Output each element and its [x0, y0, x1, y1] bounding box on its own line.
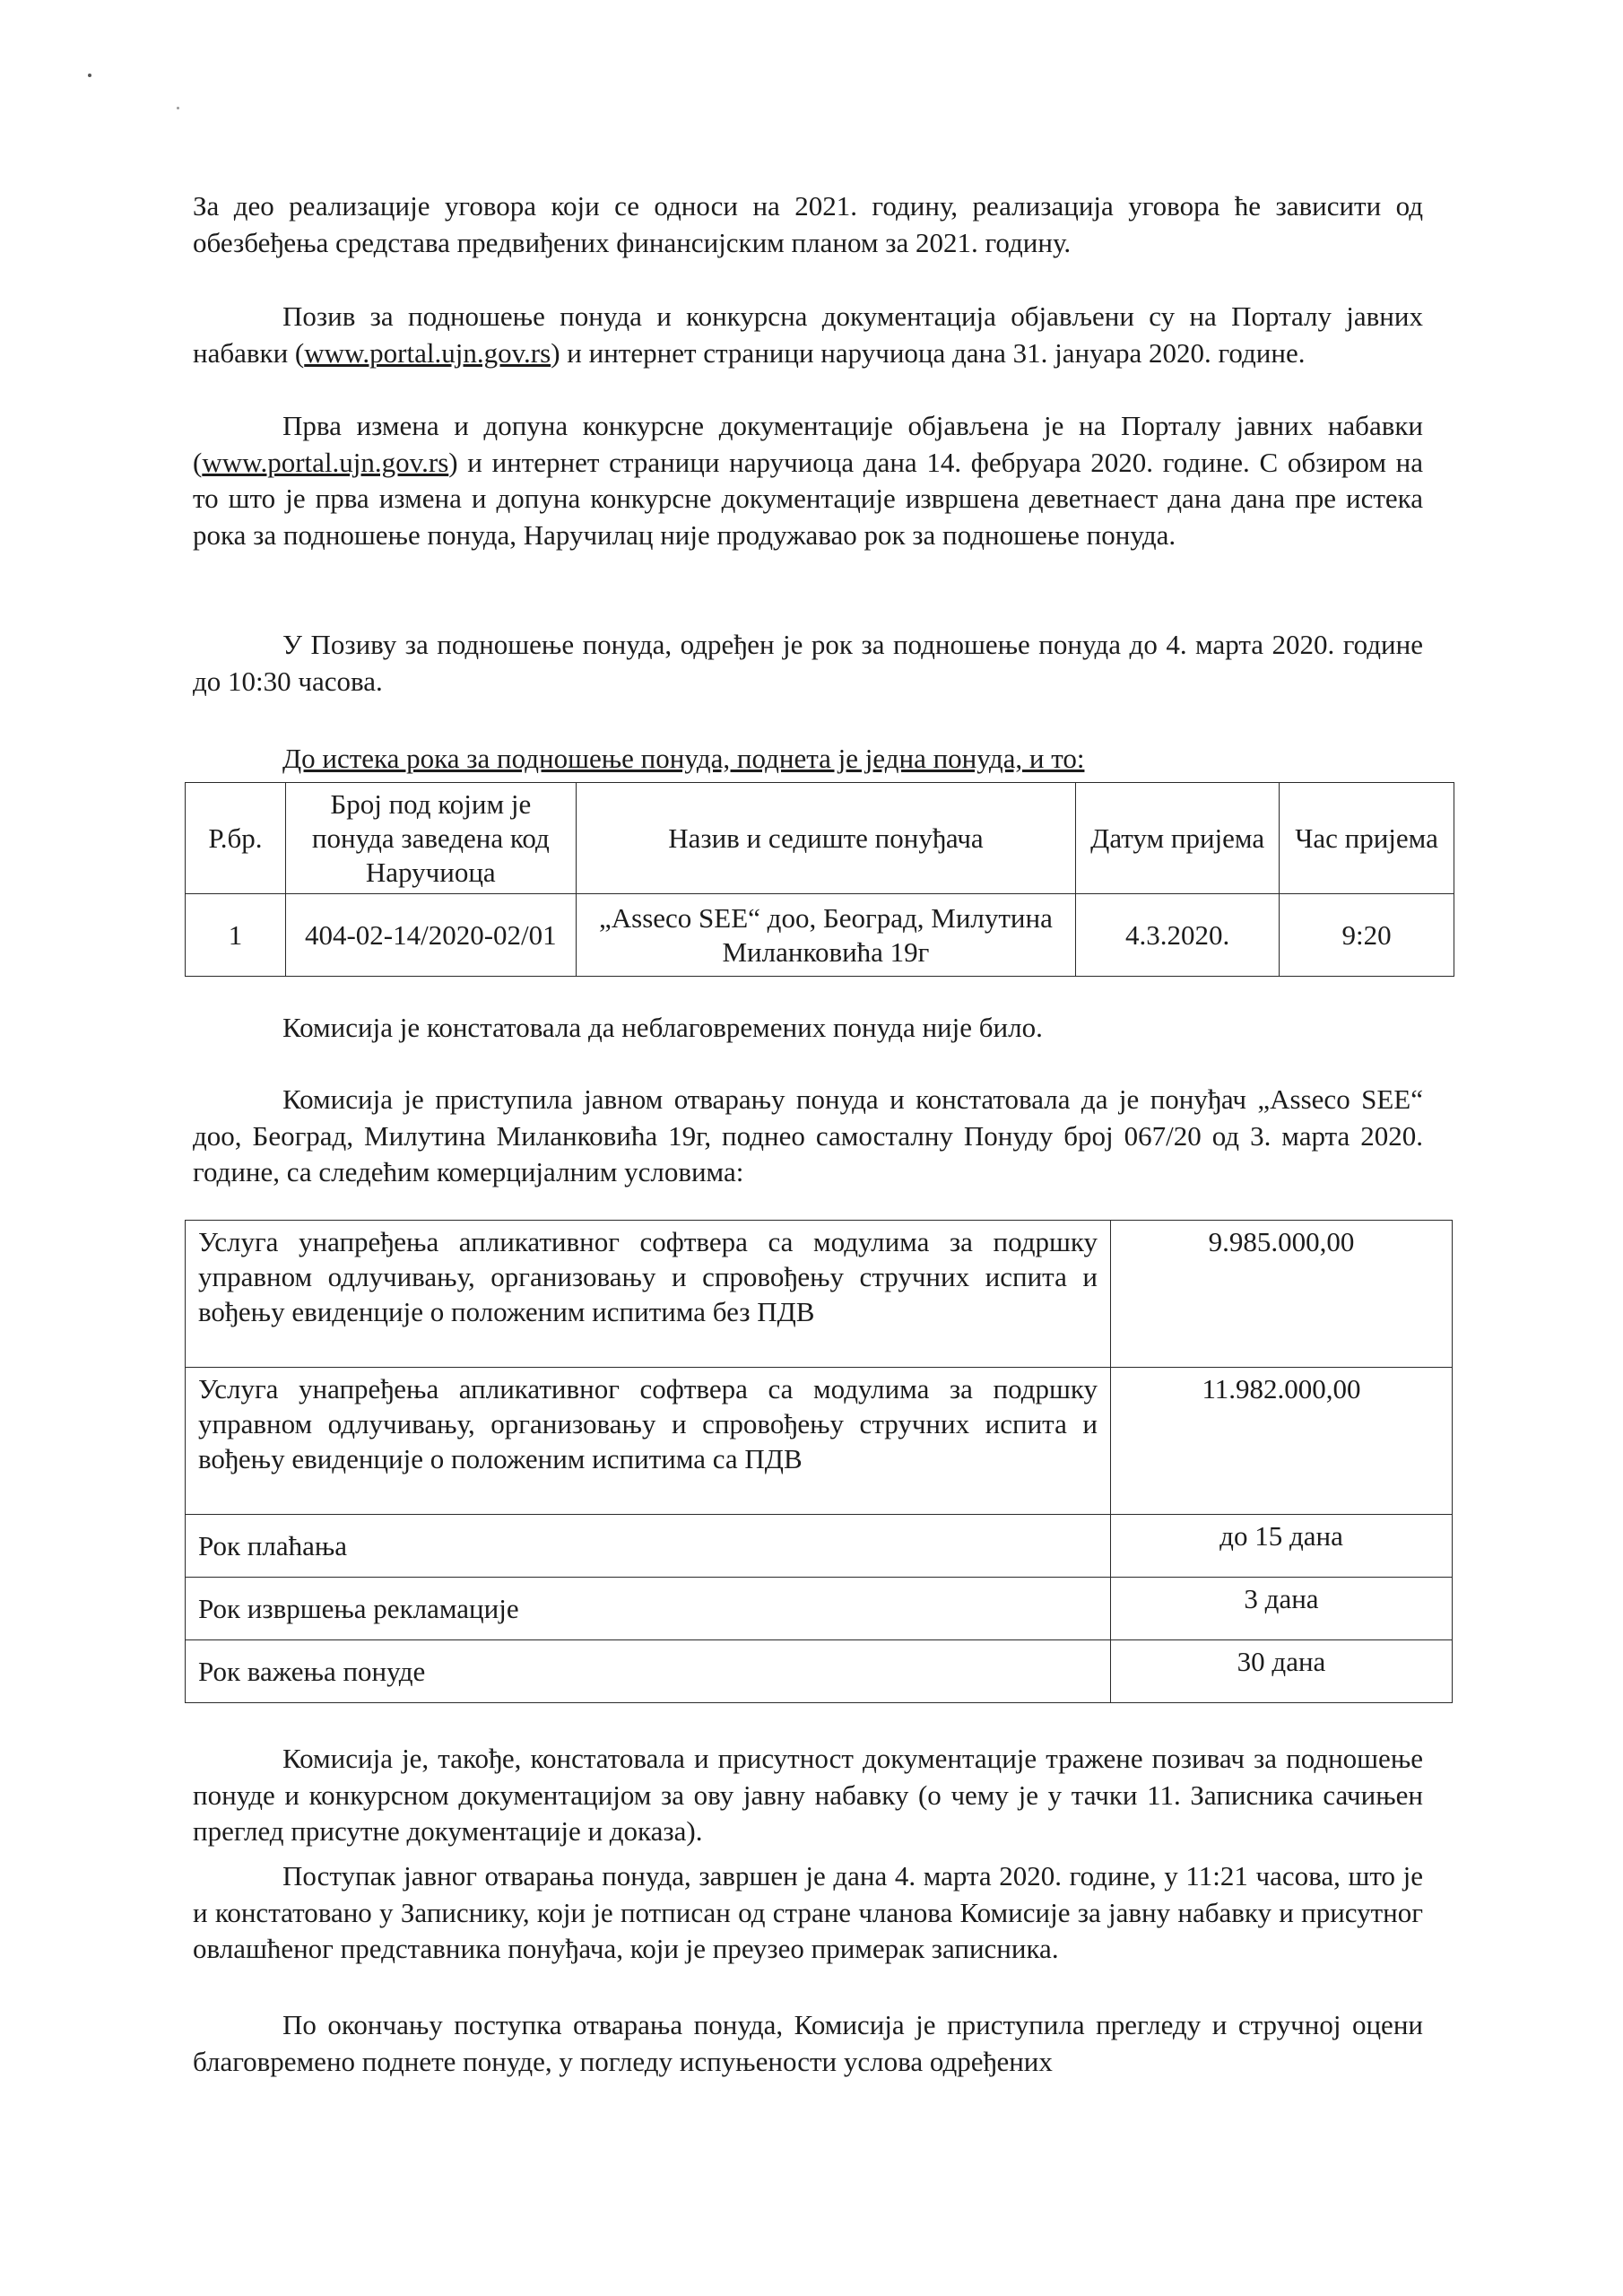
- paragraph-text: Позив за подношење понуда и конкурсна документација објављени су на Порталу јавних набавки (: [193, 300, 1423, 369]
- paragraph-opening: [193, 1082, 1423, 1191]
- paragraph-text: По окончању поступка отварања понуда, Комисија је приступила прегледу и стручној оцени благовремено поднете понуде, у погледу испуњености услова одређених: [193, 2009, 1423, 2077]
- scan-speck: [177, 107, 179, 109]
- term-label: Рок важења понуде: [186, 1640, 1111, 1703]
- portal-link[interactable]: www.portal.ujn.gov.rs: [304, 336, 551, 369]
- offers-table-header: [186, 783, 1454, 894]
- header-cell: Датум пријема: [1076, 783, 1280, 894]
- paragraph-amendment: [193, 408, 1423, 553]
- paragraph-text: За део реализације уговора који се односи на 2021. годину, реализација уговора ће зависити од обезбеђења средстава предвиђених финансијским планом за 2021. годину.: [193, 190, 1423, 258]
- term-label: Услуга унапређења апликативног софтвера са модулима за подршку управном одлучивању, организовању и спровођењу стручних испита и вођењу евиденције о положеним испитима са ПДВ: [186, 1368, 1111, 1515]
- bidder-name: „Assecо SEE“ доо, Београд, Милутина Миланковића 19г: [576, 894, 1076, 977]
- table-row: [186, 1515, 1453, 1578]
- paragraph-late-offers: [193, 1010, 1423, 1047]
- receipt-date: 4.3.2020.: [1076, 894, 1280, 977]
- paragraph-review: [193, 2007, 1423, 2080]
- paragraph-offers-intro: [193, 741, 1423, 778]
- receipt-time: 9:20: [1280, 894, 1454, 977]
- paragraph-closing: [193, 1858, 1423, 1968]
- term-value: до 15 дана: [1111, 1515, 1453, 1578]
- paragraph-text: У Позиву за подношење понуда, одређен је рок за подношење понуда до 4. марта 2020. године до 10:30 часова.: [193, 629, 1423, 697]
- offer-number: 1: [186, 894, 286, 977]
- table-row: [186, 1221, 1453, 1368]
- paragraph-text: Комисија је приступила јавном отварању понуда и констатовала да је понуђач „Assecо SEE“ доо, Београд, Милутина Миланковића 19г, поднео самосталну Понуду број 067/20 од 3. марта 2020. године, са следећим комерцијалним условима:: [193, 1083, 1423, 1188]
- term-label: Рок плаћања: [186, 1515, 1111, 1578]
- header-cell: Час пријема: [1280, 783, 1454, 894]
- term-value: 11.982.000,00: [1111, 1368, 1453, 1515]
- term-value: 9.985.000,00: [1111, 1221, 1453, 1368]
- paragraph-deadline: [193, 627, 1423, 700]
- term-value: 3 дана: [1111, 1578, 1453, 1640]
- paragraph-text: Комисија је, такође, констатовала и присутност документације тражене позивач за подношење понуде и конкурсном документацијом за ову јавну набавку (о чему је у тачки 11. Записника сачињен преглед присутне документације и доказа).: [193, 1743, 1423, 1848]
- header-cell: Назив и седиште понуђача: [576, 783, 1076, 894]
- paragraph-text: Комисија је констатовала да неблаговремених понуда није било.: [282, 1012, 1043, 1043]
- paragraph-documentation: [193, 1741, 1423, 1850]
- scan-speck: [88, 74, 91, 77]
- table-row: [186, 1368, 1453, 1515]
- header-cell: Број под којим је понуда заведена код Наручиоца: [285, 783, 576, 894]
- paragraph-text: ) и интернет страници наручиоца дана 14. фебруара 2020. године. С обзиром на то што је прва измена и допуна конкурсне документације извршена деветнаест дана дана пре истека рока за подношење понуда, Наручилац није продужавао рок за подношење понуда.: [193, 446, 1423, 551]
- paragraph-text: До истека рока за подношење понуда, поднета је једна понуда, и то:: [282, 743, 1085, 774]
- paragraph-funding: [193, 188, 1423, 261]
- portal-link[interactable]: www.portal.ujn.gov.rs: [202, 446, 449, 478]
- header-cell: Р.бр.: [186, 783, 286, 894]
- commercial-terms-table: [185, 1220, 1453, 1703]
- paragraph-invitation: [193, 299, 1423, 371]
- term-value: 30 дана: [1111, 1640, 1453, 1703]
- table-row: [186, 1578, 1453, 1640]
- term-label: Услуга унапређења апликативног софтвера са модулима за подршку управном одлучивању, организовању и спровођењу стручних испита и вођењу евиденције о положеним испитима без ПДВ: [186, 1221, 1111, 1368]
- paragraph-text: Поступак јавног отварања понуда, завршен је дана 4. марта 2020. године, у 11:21 часова, што је и констатовано у Записнику, који је потписан од стране чланова Комисије за јавну набавку и присутног овлашћеног представника понуђача, који је преузео примерак записника.: [193, 1860, 1423, 1965]
- table-row: [186, 894, 1454, 977]
- paragraph-text: Прва измена и допуна конкурсне документације објављена је на Порталу јавних набавки (: [193, 410, 1423, 478]
- offer-registration-number: 404-02-14/2020-02/01: [285, 894, 576, 977]
- offers-table: [185, 782, 1454, 977]
- table-row: [186, 1640, 1453, 1703]
- paragraph-text: ) и интернет страници наручиоца дана 31. јануара 2020. године.: [551, 336, 1306, 369]
- term-label: Рок извршења рекламације: [186, 1578, 1111, 1640]
